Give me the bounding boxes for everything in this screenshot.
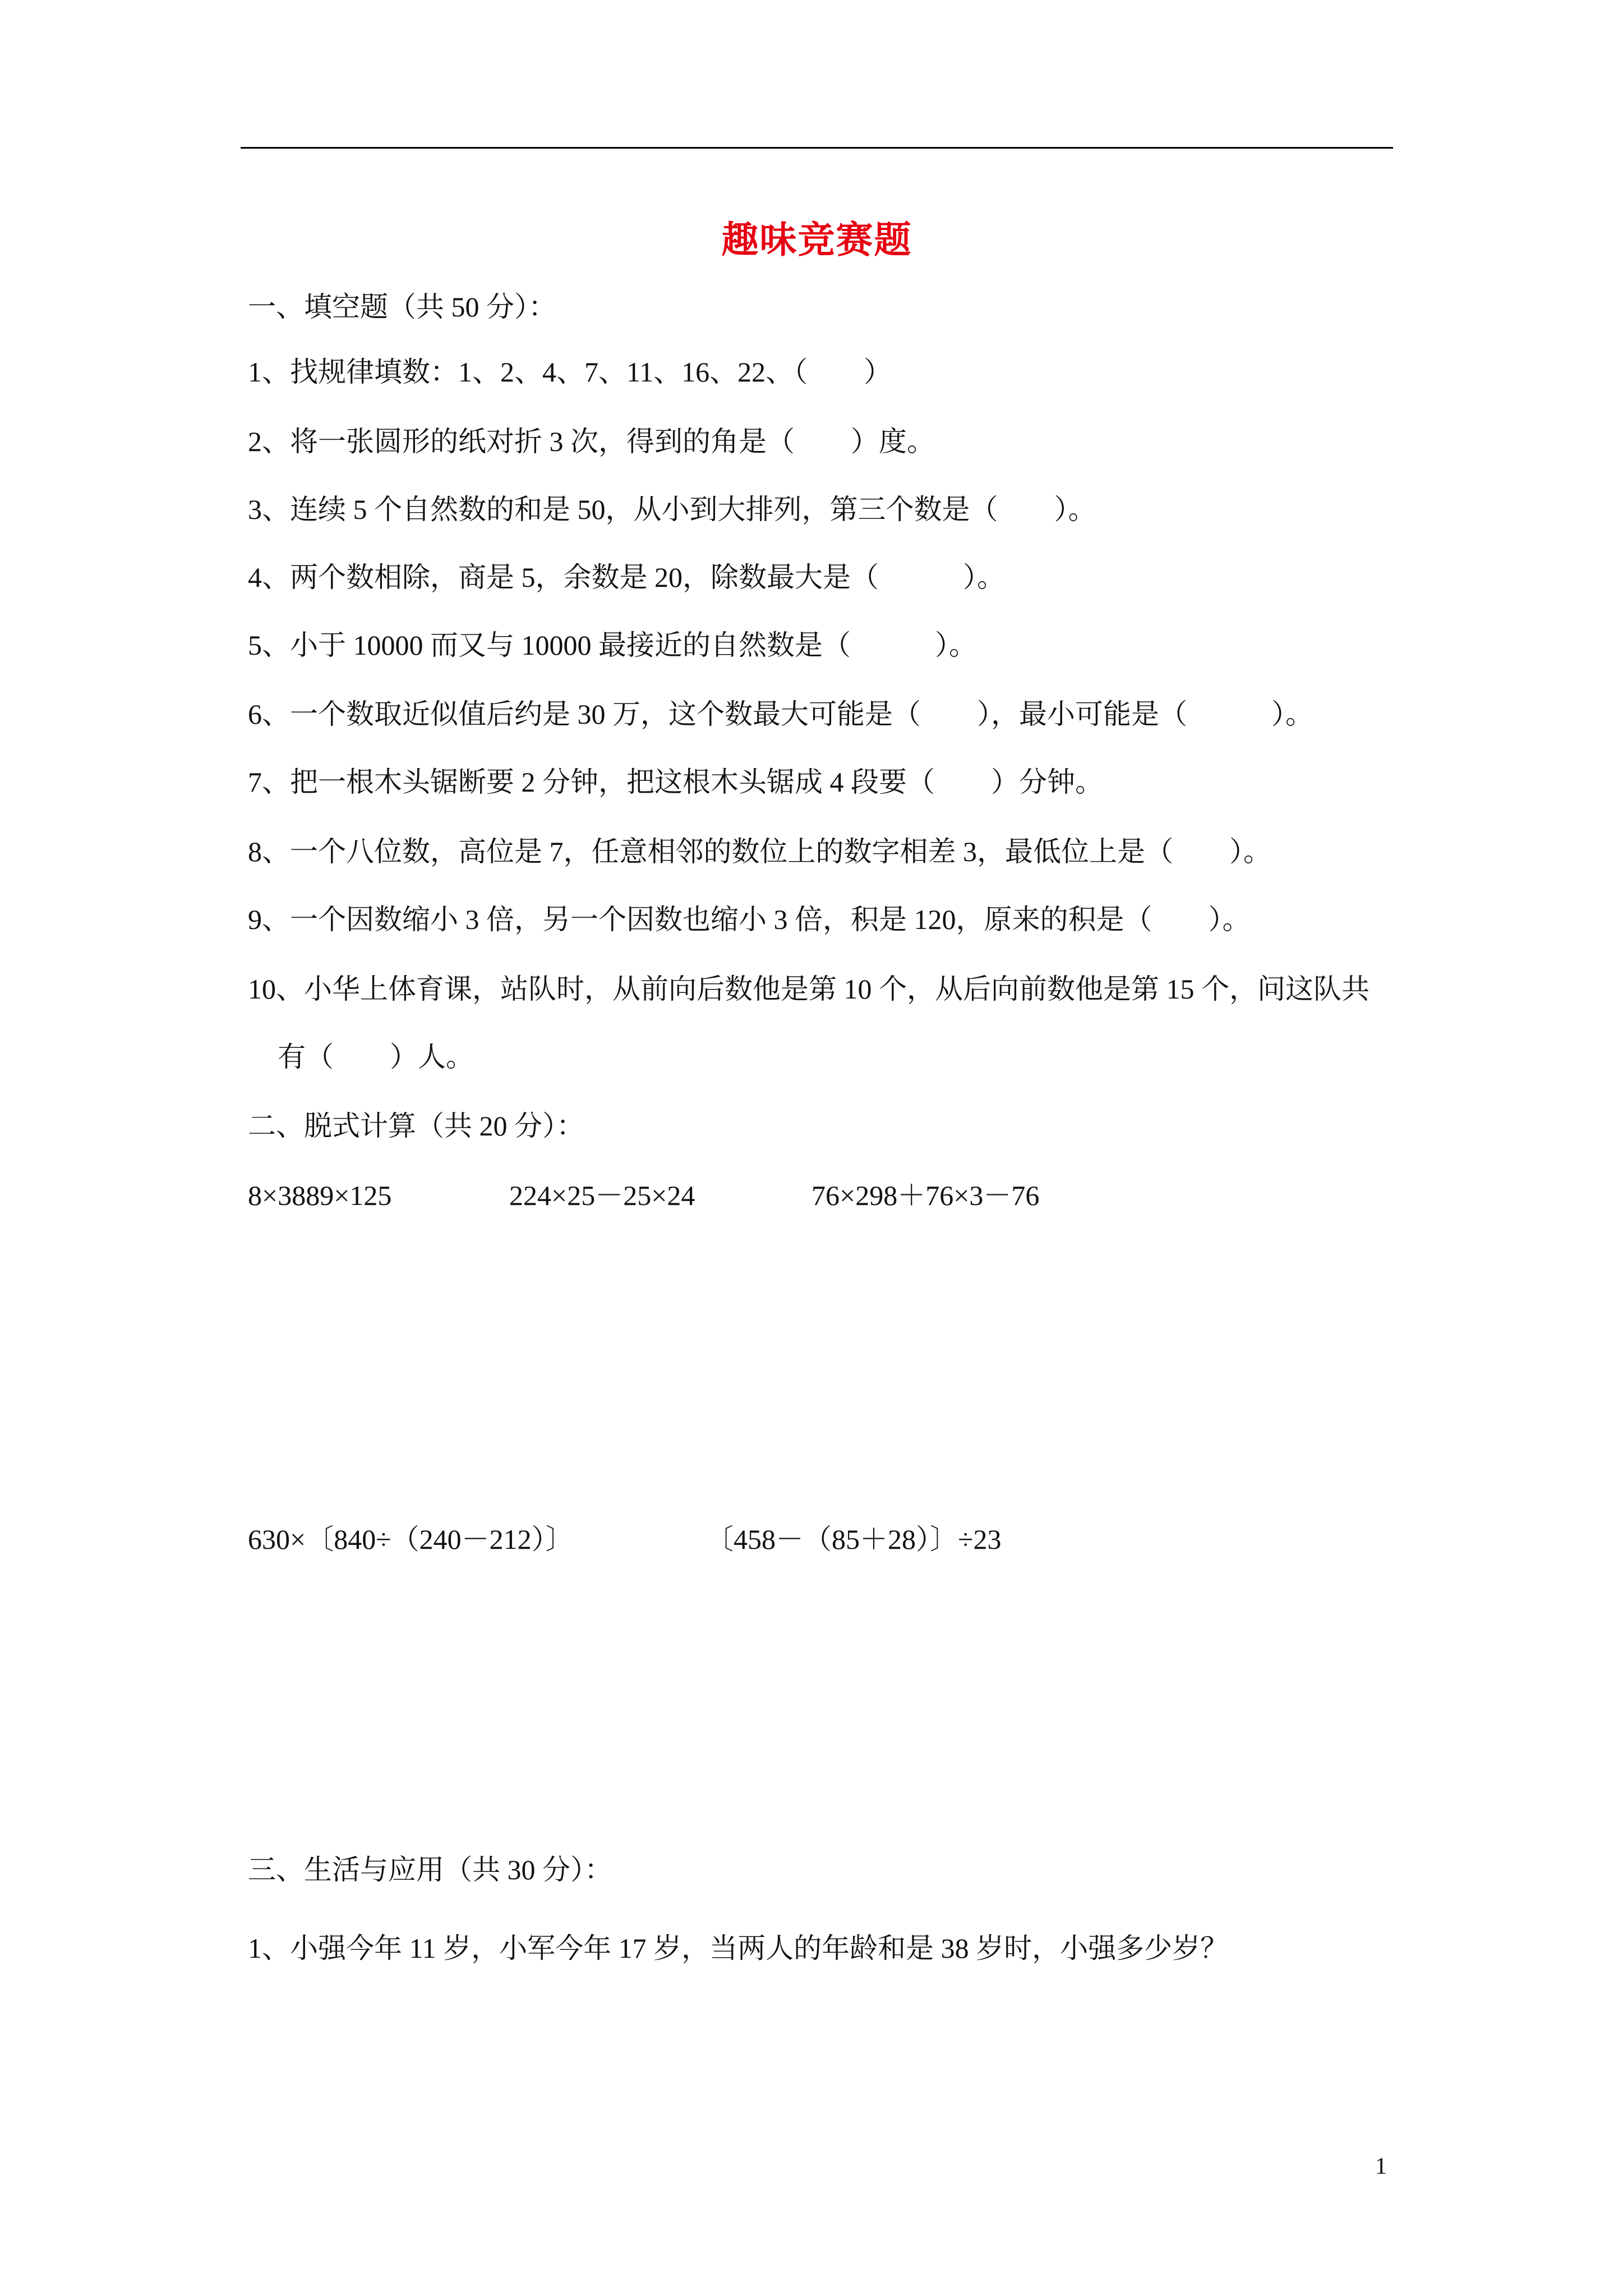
page-number: 1 — [1375, 2154, 1387, 2179]
calc-expression-4: 630×〔840÷（240－212）〕 — [248, 1524, 574, 1555]
calc-expression-3: 76×298＋76×3－76 — [811, 1180, 1040, 1211]
section2-heading: 二、脱式计算（共 20 分）： — [248, 1110, 584, 1142]
calc-expression-5: 〔458－（85＋28）〕÷23 — [706, 1524, 1002, 1555]
calc-expression-1: 8×3889×125 — [248, 1180, 392, 1211]
application-question-1: 1、小强今年 11 岁，小军今年 17 岁，当两人的年龄和是 38 岁时，小强多少岁？ — [248, 1932, 1229, 1964]
fill-question-5: 5、小于 10000 而又与 10000 最接近的自然数是（ ）。 — [248, 629, 977, 661]
fill-question-4: 4、两个数相除，商是 5，余数是 20，除数最大是（ ）。 — [248, 562, 1005, 593]
fill-question-7: 7、把一根木头锯断要 2 分钟，把这根木头锯成 4 段要（ ）分钟。 — [248, 766, 1103, 798]
section1-heading: 一、填空题（共 50 分）： — [248, 291, 556, 323]
page-title: 趣味竞赛题 — [721, 220, 912, 261]
fill-question-8: 8、一个八位数，高位是 7，任意相邻的数位上的数字相差 3，最低位上是（ ）。 — [248, 836, 1271, 867]
header-rule — [241, 147, 1393, 149]
calc-expression-2: 224×25－25×24 — [509, 1180, 695, 1211]
section3-heading: 三、生活与应用（共 30 分）： — [248, 1854, 612, 1885]
fill-question-1: 1、找规律填数：1、2、4、7、11、16、22、（ ） — [248, 356, 892, 388]
fill-question-2: 2、将一张圆形的纸对折 3 次，得到的角是（ ）度。 — [248, 426, 935, 457]
fill-question-10-continued: 有（ ）人。 — [278, 1041, 474, 1073]
fill-question-6: 6、一个数取近似值后约是 30 万，这个数最大可能是（ ），最小可能是（ ）。 — [248, 698, 1313, 730]
fill-question-3: 3、连续 5 个自然数的和是 50，从小到大排列，第三个数是（ ）。 — [248, 494, 1096, 525]
fill-question-9: 9、一个因数缩小 3 倍，另一个因数也缩小 3 倍，积是 120，原来的积是（ ）。 — [248, 904, 1251, 935]
fill-question-10: 10、小华上体育课，站队时，从前向后数他是第 10 个，从后向前数他是第 15 个，问这队共 — [248, 973, 1370, 1005]
